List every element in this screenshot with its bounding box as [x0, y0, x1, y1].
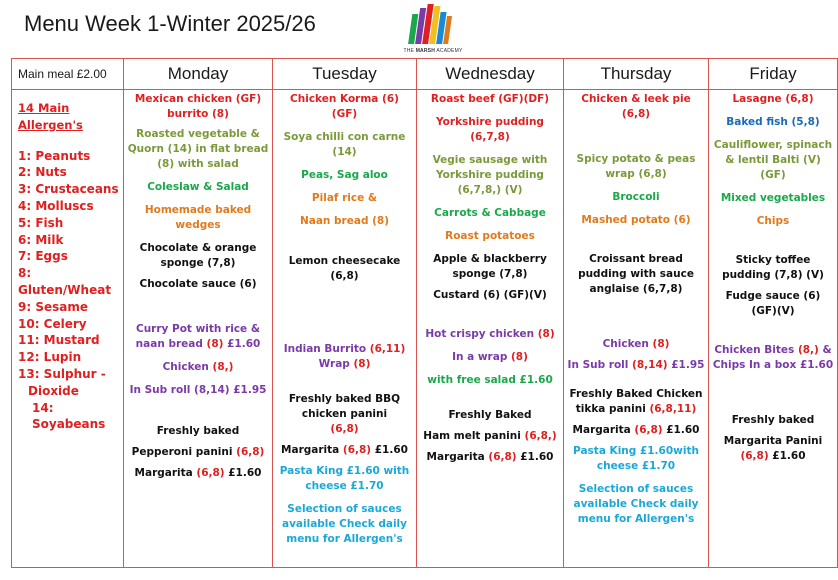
allergen-code: (8): [206, 338, 224, 350]
allergen-code: (6,8): [488, 451, 517, 463]
allergen-item: 13: Sulphur -: [18, 366, 106, 381]
menu-item: [276, 443, 413, 458]
allergen-item: 2: Nuts: [18, 165, 67, 180]
allergen-code: (8,): [797, 344, 819, 356]
academy-logo: [396, 2, 470, 56]
friday-column: [709, 90, 838, 568]
menu-item: Spicy potato & peas wrap (6,8): [576, 153, 696, 180]
menu-item: [127, 322, 269, 352]
menu-item: Chicken Korma (6) (GF): [290, 93, 399, 120]
menu-item: Custard (6) (GF)(V): [433, 289, 547, 301]
menu-item: Chocolate & orange sponge (7,8): [139, 242, 257, 269]
item-text: & Chips In a box £1.60: [712, 344, 834, 371]
menu-item: Freshly baked BBQ chicken panini: [288, 393, 401, 420]
logo-text-prefix: THE: [403, 48, 415, 54]
monday-column: [124, 90, 273, 568]
allergen-item: 5: Fish: [18, 215, 64, 230]
menu-item: Lasagne (6,8): [732, 93, 814, 105]
menu-item: Freshly baked: [156, 425, 240, 437]
menu-item: Selection of sauces available Check daily menu for Allergen's: [281, 503, 407, 545]
day-header-thursday: Thursday: [564, 59, 709, 90]
item-text: In Sub roll: [567, 359, 633, 371]
menu-item: [420, 327, 560, 342]
logo-text-suffix: ACADEMY: [436, 48, 463, 54]
menu-item: Vegie sausage with Yorkshire pudding (6,7,8,) (V): [432, 154, 548, 196]
item-text: Indian Burrito: [283, 343, 370, 355]
allergen-item: 12: Lupin: [18, 350, 82, 365]
menu-item: Sticky toffee pudding (7,8) (V): [722, 254, 824, 281]
menu-item: Freshly baked: [731, 414, 815, 426]
allergen-list: [12, 90, 124, 568]
page-title: Menu Week 1-Winter 2025/26: [24, 11, 316, 36]
menu-item: Homemade baked wedges: [144, 204, 252, 231]
item-text: Margarita: [426, 451, 489, 463]
allergen-item: 14: Soyabeans: [32, 400, 106, 432]
item-price: £1.60: [768, 450, 806, 462]
item-price: £1.60: [371, 444, 408, 456]
item-text: Curry Pot with rice & naan bread: [135, 323, 260, 350]
menu-item: [127, 445, 269, 460]
item-text: Hot crispy chicken: [425, 328, 538, 340]
menu-item: Mixed vegetables: [720, 192, 826, 204]
item-price: £1.60: [224, 467, 262, 479]
menu-item: [420, 450, 560, 465]
item-price: £1.95: [667, 359, 705, 371]
allergen-code: (6,8,): [524, 430, 557, 442]
tuesday-column: [273, 90, 417, 568]
menu-item: Margarita Panini: [723, 435, 823, 447]
menu-item: with free salad £1.60: [427, 374, 553, 386]
menu-item: Pasta King £1.60with cheese £1.70: [573, 445, 699, 472]
menu-item: Freshly Baked: [448, 409, 532, 421]
menu-item: [567, 358, 705, 373]
menu-item: [420, 429, 560, 444]
allergen-item: 4: Molluscs: [18, 198, 94, 213]
item-text: Chicken: [162, 361, 213, 373]
item-text: Chicken: [602, 338, 653, 350]
thursday-column: [564, 90, 709, 568]
item-text: Freshly Baked Chicken tikka panini: [569, 388, 703, 415]
menu-item: Fudge sauce (6) (GF)(V): [725, 290, 821, 317]
allergen-code: (8,14): [632, 359, 668, 371]
menu-item: Roast potatoes: [445, 230, 535, 242]
allergen-code: (6,11): [369, 343, 406, 355]
menu-item: Carrots & Cabbage: [434, 207, 546, 219]
allergen-heading: 14 Main Allergen's: [18, 101, 83, 132]
menu-item: Mashed potato (6): [581, 214, 691, 226]
menu-table: [11, 58, 838, 568]
menu-item: Broccoli: [612, 191, 660, 203]
menu-item: Roasted vegetable & Quorn (14) in flat bread (8) with salad: [127, 128, 269, 170]
menu-item: [567, 337, 705, 352]
item-text: In a wrap: [452, 351, 511, 363]
menu-item: Baked fish (5,8): [726, 116, 820, 128]
menu-item: Chocolate sauce (6): [139, 278, 257, 290]
allergen-item: 10: Celery: [18, 316, 87, 331]
menu-item: Pasta King £1.60 with cheese £1.70: [279, 465, 410, 492]
allergen-item: 6: Milk: [18, 232, 64, 247]
allergen-code: (6,8): [634, 424, 663, 436]
menu-item: Yorkshire pudding (6,7,8): [436, 116, 544, 143]
wednesday-column: [417, 90, 564, 568]
item-price: £1.60: [662, 424, 700, 436]
menu-item: Coleslaw & Salad: [147, 181, 249, 193]
menu-item: In Sub roll (8,14) £1.95: [129, 384, 267, 396]
logo-text-brand: MARSH: [415, 48, 436, 54]
menu-item: Chips: [756, 215, 790, 227]
logo-text: [396, 48, 470, 54]
menu-item: Lemon cheesecake (6,8): [288, 255, 401, 282]
logo-graphic: [396, 2, 470, 50]
item-text: Ham melt panini: [423, 430, 525, 442]
menu-item: Selection of sauces available Check daily menu for Allergen's: [573, 483, 699, 525]
allergen-code: (8): [537, 328, 555, 340]
item-text: Margarita: [572, 424, 635, 436]
item-price: £1.60: [223, 338, 261, 350]
allergen-code: (6,8): [196, 467, 225, 479]
item-text: Margarita: [281, 444, 343, 456]
menu-item: [127, 466, 269, 481]
item-text: Chicken Bites: [714, 344, 798, 356]
day-header-wednesday: Wednesday: [417, 59, 564, 90]
menu-item: Naan bread (8): [299, 215, 390, 227]
menu-item: [567, 423, 705, 438]
menu-item: [712, 343, 834, 373]
allergen-item: 7: Eggs: [18, 249, 68, 264]
day-header-monday: Monday: [124, 59, 273, 90]
allergen-item: 11: Mustard: [18, 333, 100, 348]
menu-row: [12, 90, 838, 568]
menu-item: Mexican chicken (GF) burrito (8): [134, 93, 262, 120]
menu-item: Soya chilli con carne (14): [283, 131, 406, 158]
menu-item: [127, 360, 269, 375]
menu-item: [567, 387, 705, 417]
allergen-item: 8: Gluten/Wheat: [18, 266, 112, 297]
allergen-item: Dioxide: [28, 383, 79, 398]
item-text: Pepperoni panini: [131, 446, 237, 458]
allergen-code: (6,8): [740, 450, 769, 462]
menu-item: Croissant bread pudding with sauce anglaise (6,7,8): [578, 253, 694, 295]
allergen-code: (8,): [212, 361, 234, 373]
allergen-code: (6,8,11): [649, 403, 697, 415]
allergen-code: (6,8): [342, 444, 372, 456]
menu-item: Apple & blackberry sponge (7,8): [433, 253, 547, 280]
allergen-code: (8): [353, 358, 371, 370]
menu-item: Peas, Sag aloo: [301, 169, 388, 181]
day-header-friday: Friday: [709, 59, 838, 90]
main-meal-price: Main meal £2.00: [12, 59, 124, 90]
menu-item: Pilaf rice &: [311, 192, 378, 204]
header-row: [12, 59, 838, 90]
menu-item: Cauliflower, spinach & lentil Balti (V) (GF): [713, 139, 833, 181]
allergen-code: (8): [652, 338, 670, 350]
menu-item: [276, 342, 413, 372]
allergen-code: (6,8): [236, 446, 265, 458]
item-text: Margarita: [134, 467, 197, 479]
day-header-tuesday: Tuesday: [273, 59, 417, 90]
item-text: Wrap: [318, 358, 354, 370]
allergen-item: 3: Crustaceans: [18, 182, 119, 197]
menu-item: [420, 350, 560, 365]
allergen-item: 1: Peanuts: [18, 148, 91, 163]
item-price: £1.60: [516, 451, 554, 463]
menu-item: Chicken & leek pie (6,8): [581, 93, 691, 120]
allergen-code: (8): [511, 351, 528, 363]
menu-item: Roast beef (GF)(DF): [430, 93, 550, 105]
allergen-item: 9: Sesame: [18, 299, 88, 314]
menu-item: [712, 449, 834, 464]
menu-item: (6,8): [330, 423, 359, 435]
